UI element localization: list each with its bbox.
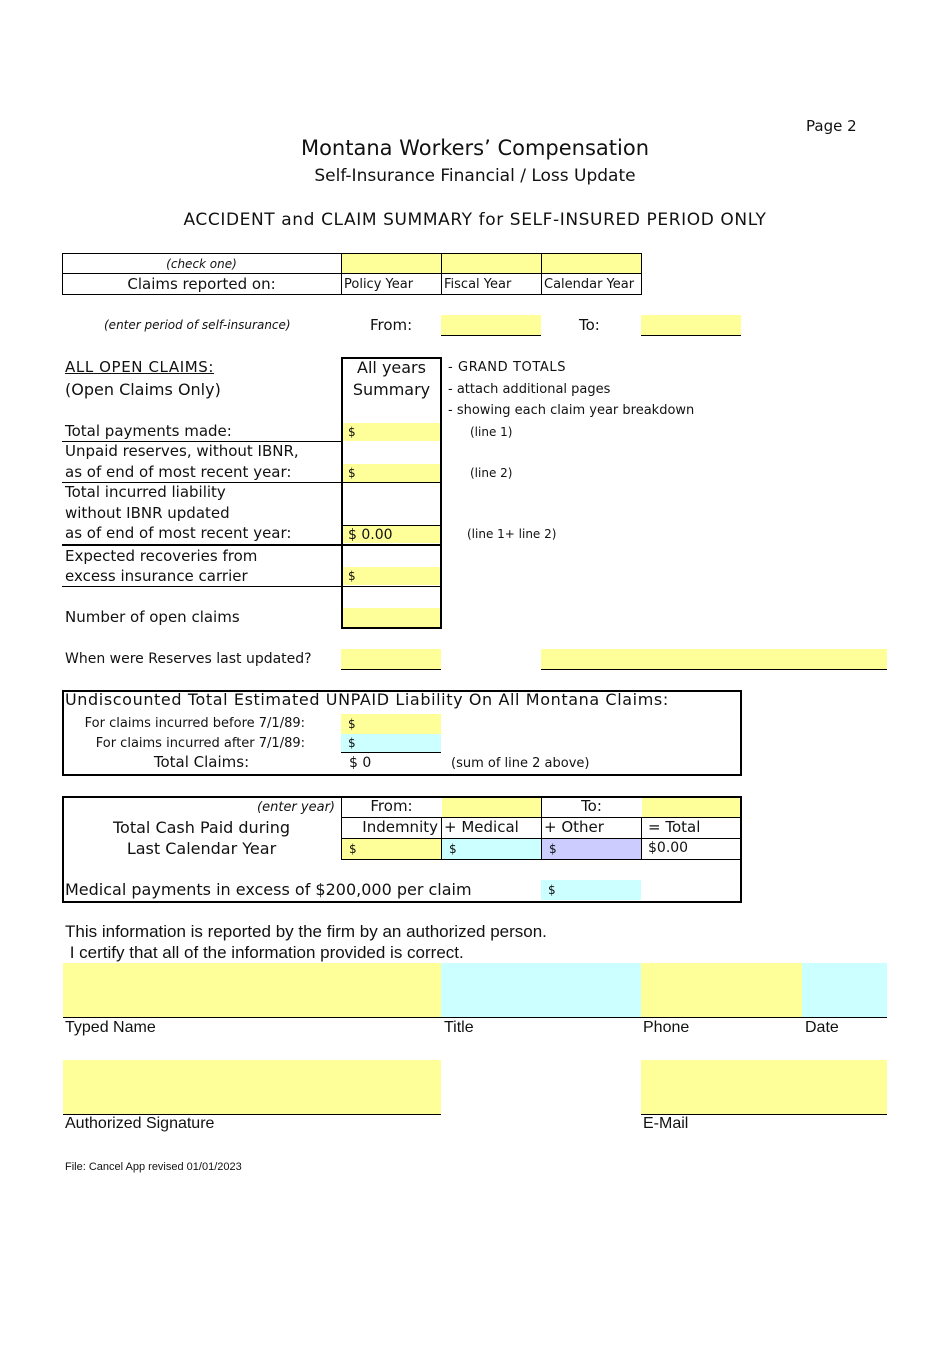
title-input[interactable]	[441, 963, 641, 1017]
unpaid-reserves-label-2: as of end of most recent year:	[65, 463, 292, 481]
number-open-claims-input[interactable]	[343, 608, 440, 627]
reserves-updated-comment-input[interactable]	[541, 649, 887, 670]
policy-year-checkbox[interactable]	[342, 254, 441, 273]
period-from-input[interactable]	[441, 315, 541, 336]
email-input[interactable]	[641, 1060, 887, 1115]
cash-from-year-input[interactable]	[442, 798, 541, 817]
summary-heading-line1: All years	[357, 358, 426, 377]
unpaid-liability-heading: Undiscounted Total Estimated UNPAID Liability On All Montana Claims:	[65, 690, 669, 709]
period-label: (enter period of self-insurance)	[104, 318, 291, 332]
line1-plus-line2-note: (line 1+ line 2)	[467, 527, 557, 541]
period-from-label: From:	[370, 316, 413, 334]
fiscal-year-checkbox[interactable]	[442, 254, 541, 273]
certification-line-1: This information is reported by the firm by an authorized person.	[65, 922, 547, 941]
summary-heading-line2: Summary	[352, 380, 431, 399]
note-grand-totals: - GRAND TOTALS	[448, 360, 567, 375]
after-7-1-89-label: For claims incurred after 7/1/89:	[95, 736, 305, 751]
total-claims-note: (sum of line 2 above)	[451, 756, 590, 771]
cash-from-label: From:	[370, 797, 413, 815]
note-claim-year-breakdown: - showing each claim year breakdown	[448, 403, 695, 418]
period-to-label: To:	[579, 316, 600, 334]
signature-label: Authorized Signature	[65, 1115, 215, 1132]
typed-name-label: Typed Name	[65, 1019, 156, 1036]
cash-total-value	[648, 840, 688, 856]
total-incurred-currency: $	[348, 527, 357, 543]
after-7-1-89-input[interactable]: $	[341, 734, 441, 753]
medical-excess-label: Medical payments in excess of $200,000 per claim	[65, 880, 472, 899]
section-title: ACCIDENT and CLAIM SUMMARY for SELF-INSURED PERIOD ONLY	[183, 210, 767, 230]
note-attach-pages: - attach additional pages	[448, 382, 611, 397]
check-one-hint: (check one)	[166, 257, 237, 271]
enter-year-hint: (enter year)	[257, 800, 335, 815]
email-label: E-Mail	[643, 1115, 689, 1132]
total-incurred-amount: 0.00	[361, 527, 393, 543]
cash-paid-label-2: Last Calendar Year	[126, 839, 277, 858]
total-incurred-value	[343, 525, 440, 543]
page-title: Montana Workers’ Compensation	[300, 136, 650, 160]
total-claims-label: Total Claims:	[153, 753, 250, 771]
indemnity-input[interactable]: $	[342, 839, 441, 859]
medical-input[interactable]: $	[442, 839, 541, 859]
total-claims-value: $ 0	[349, 755, 372, 771]
total-header: = Total	[648, 818, 701, 836]
before-7-1-89-input[interactable]: $	[341, 714, 441, 734]
calendar-year-checkbox[interactable]	[542, 254, 641, 273]
reserves-updated-date-input[interactable]	[341, 649, 441, 670]
expected-recoveries-label-2: excess insurance carrier	[65, 567, 248, 585]
page-subtitle: Self-Insurance Financial / Loss Update	[314, 166, 636, 186]
expected-recoveries-label-1: Expected recoveries from	[65, 547, 258, 565]
cash-total-currency: $	[648, 840, 657, 856]
date-label: Date	[805, 1019, 839, 1036]
signature-input[interactable]	[63, 1060, 441, 1115]
line1-note: (line 1)	[470, 425, 513, 439]
medical-excess-input[interactable]: $	[541, 880, 641, 900]
policy-year-label: Policy Year	[344, 277, 414, 292]
phone-input[interactable]	[641, 963, 802, 1017]
total-payments-label: Total payments made:	[65, 422, 232, 440]
cash-to-year-input[interactable]	[642, 798, 740, 817]
phone-label: Phone	[643, 1019, 690, 1036]
unpaid-reserves-input[interactable]: $	[343, 464, 440, 482]
date-input[interactable]	[802, 963, 887, 1017]
unpaid-reserves-label-1: Unpaid reserves, without IBNR,	[65, 442, 299, 460]
page-number: Page 2	[806, 117, 857, 135]
line2-note: (line 2)	[470, 466, 513, 480]
footer-file-note: File: Cancel App revised 01/01/2023	[65, 1161, 242, 1173]
before-7-1-89-label: For claims incurred before 7/1/89:	[84, 716, 305, 731]
other-header: + Other	[544, 818, 604, 836]
total-incurred-label-2: without IBNR updated	[65, 504, 230, 522]
certification-line-2: I certify that all of the information provided is correct.	[65, 943, 464, 962]
period-to-input[interactable]	[641, 315, 741, 336]
total-payments-input[interactable]: $	[343, 423, 440, 441]
open-claims-subheading: (Open Claims Only)	[65, 380, 221, 399]
cash-total-amount: 0.00	[656, 840, 689, 856]
open-claims-heading: ALL OPEN CLAIMS:	[65, 358, 215, 376]
total-incurred-label-3: as of end of most recent year:	[65, 524, 292, 542]
title-label: Title	[444, 1019, 474, 1036]
calendar-year-label: Calendar Year	[544, 277, 635, 292]
number-open-claims-label: Number of open claims	[65, 608, 240, 626]
fiscal-year-label: Fiscal Year	[444, 277, 512, 292]
reserves-updated-label: When were Reserves last updated?	[65, 651, 312, 667]
other-input[interactable]: $	[542, 839, 641, 859]
total-incurred-label-1: Total incurred liability	[65, 483, 226, 501]
cash-paid-label-1: Total Cash Paid during	[112, 818, 291, 837]
cash-to-label: To:	[581, 797, 602, 815]
typed-name-input[interactable]	[63, 963, 441, 1017]
expected-recoveries-input[interactable]: $	[343, 567, 440, 585]
claims-reported-label: Claims reported on:	[127, 275, 276, 293]
indemnity-header: Indemnity	[362, 818, 438, 836]
medical-header: + Medical	[444, 818, 519, 836]
